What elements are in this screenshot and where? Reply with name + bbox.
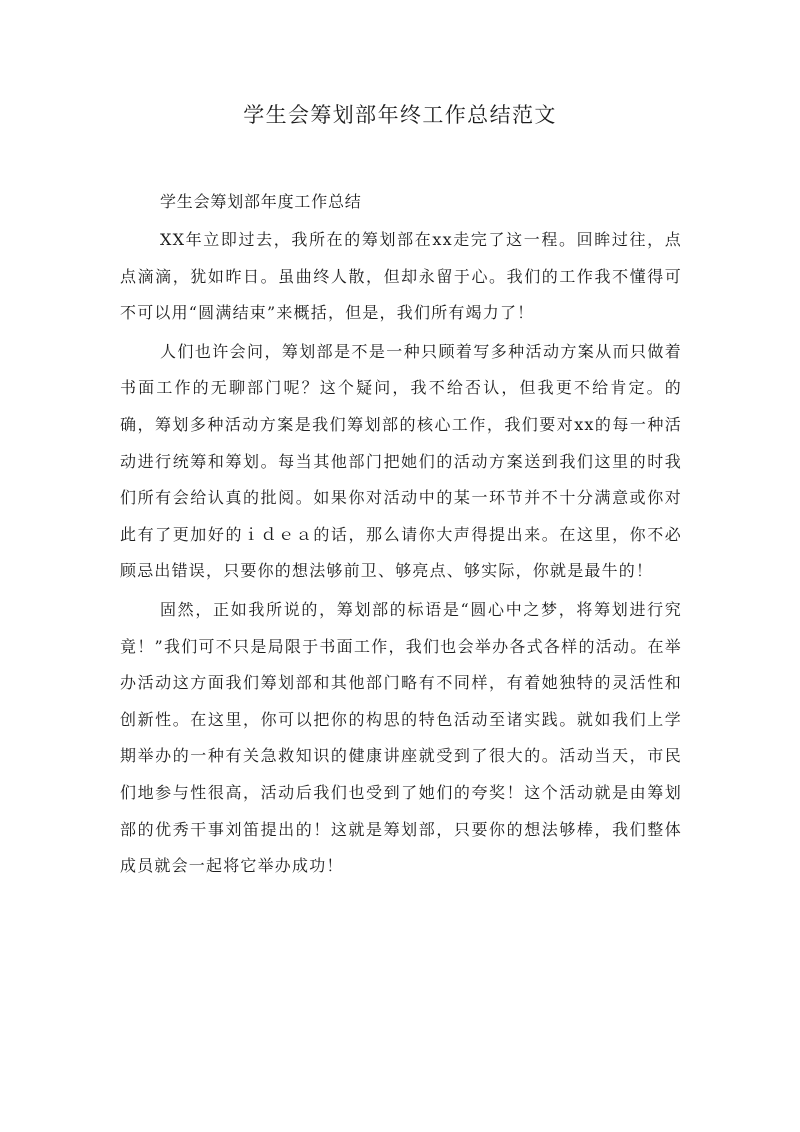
document-subtitle: 学生会筹划部年度工作总结: [160, 192, 362, 211]
paragraph-3: 固然，正如我所说的，筹划部的标语是“圆心中之梦，将筹划进行究竟！”我们可不只是局限于书面工作，我们也会举办各式各样的活动。在举办活动这方面我们筹划部和其他部门略有不同样，有着她独特的灵活性和创新性。在这里，你可以把你的构思的特色活动至诸实践。就如我们上学期举办的一种有关急救知识的健康讲座就受到了很大的。活动当天，市民们地参与性很高，活动后我们也受到了她们的夸奖！这个活动就是由筹划部的优秀干事刘笛提出的！这就是筹划部，只要你的想法够棒，我们整体成员就会一起将它举办成功！: [120, 599, 682, 876]
document-title: 学生会筹划部年终工作总结范文: [243, 103, 557, 127]
paragraph-1: XX年立即过去，我所在的筹划部在xx走完了这一程。回眸过往，点点滴滴，犹如昨日。虽曲终人散，但却永留于心。我们的工作我不懂得可不可以用“圆满结束”来概括，但是，我们所有竭力了！: [120, 230, 682, 323]
document-body: [120, 184, 682, 885]
paragraph-2: 人们也许会问，筹划部是不是一种只顾着写多种活动方案从而只做着书面工作的无聊部门呢？这个疑问，我不给否认，但我更不给肯定。的确，筹划多种活动方案是我们筹划部的核心工作，我们要对xx的每一种活动进行统筹和筹划。每当其他部门把她们的活动方案送到我们这里的时我们所有会给认真的批阅。如果你对活动中的某一环节并不十分满意或你对此有了更加好的ｉｄｅａ的话，那么请你大声得提出来。在这里，你不必顾忌出错误，只要你的想法够前卫、够亮点、够实际，你就是最牛的！: [120, 341, 682, 581]
